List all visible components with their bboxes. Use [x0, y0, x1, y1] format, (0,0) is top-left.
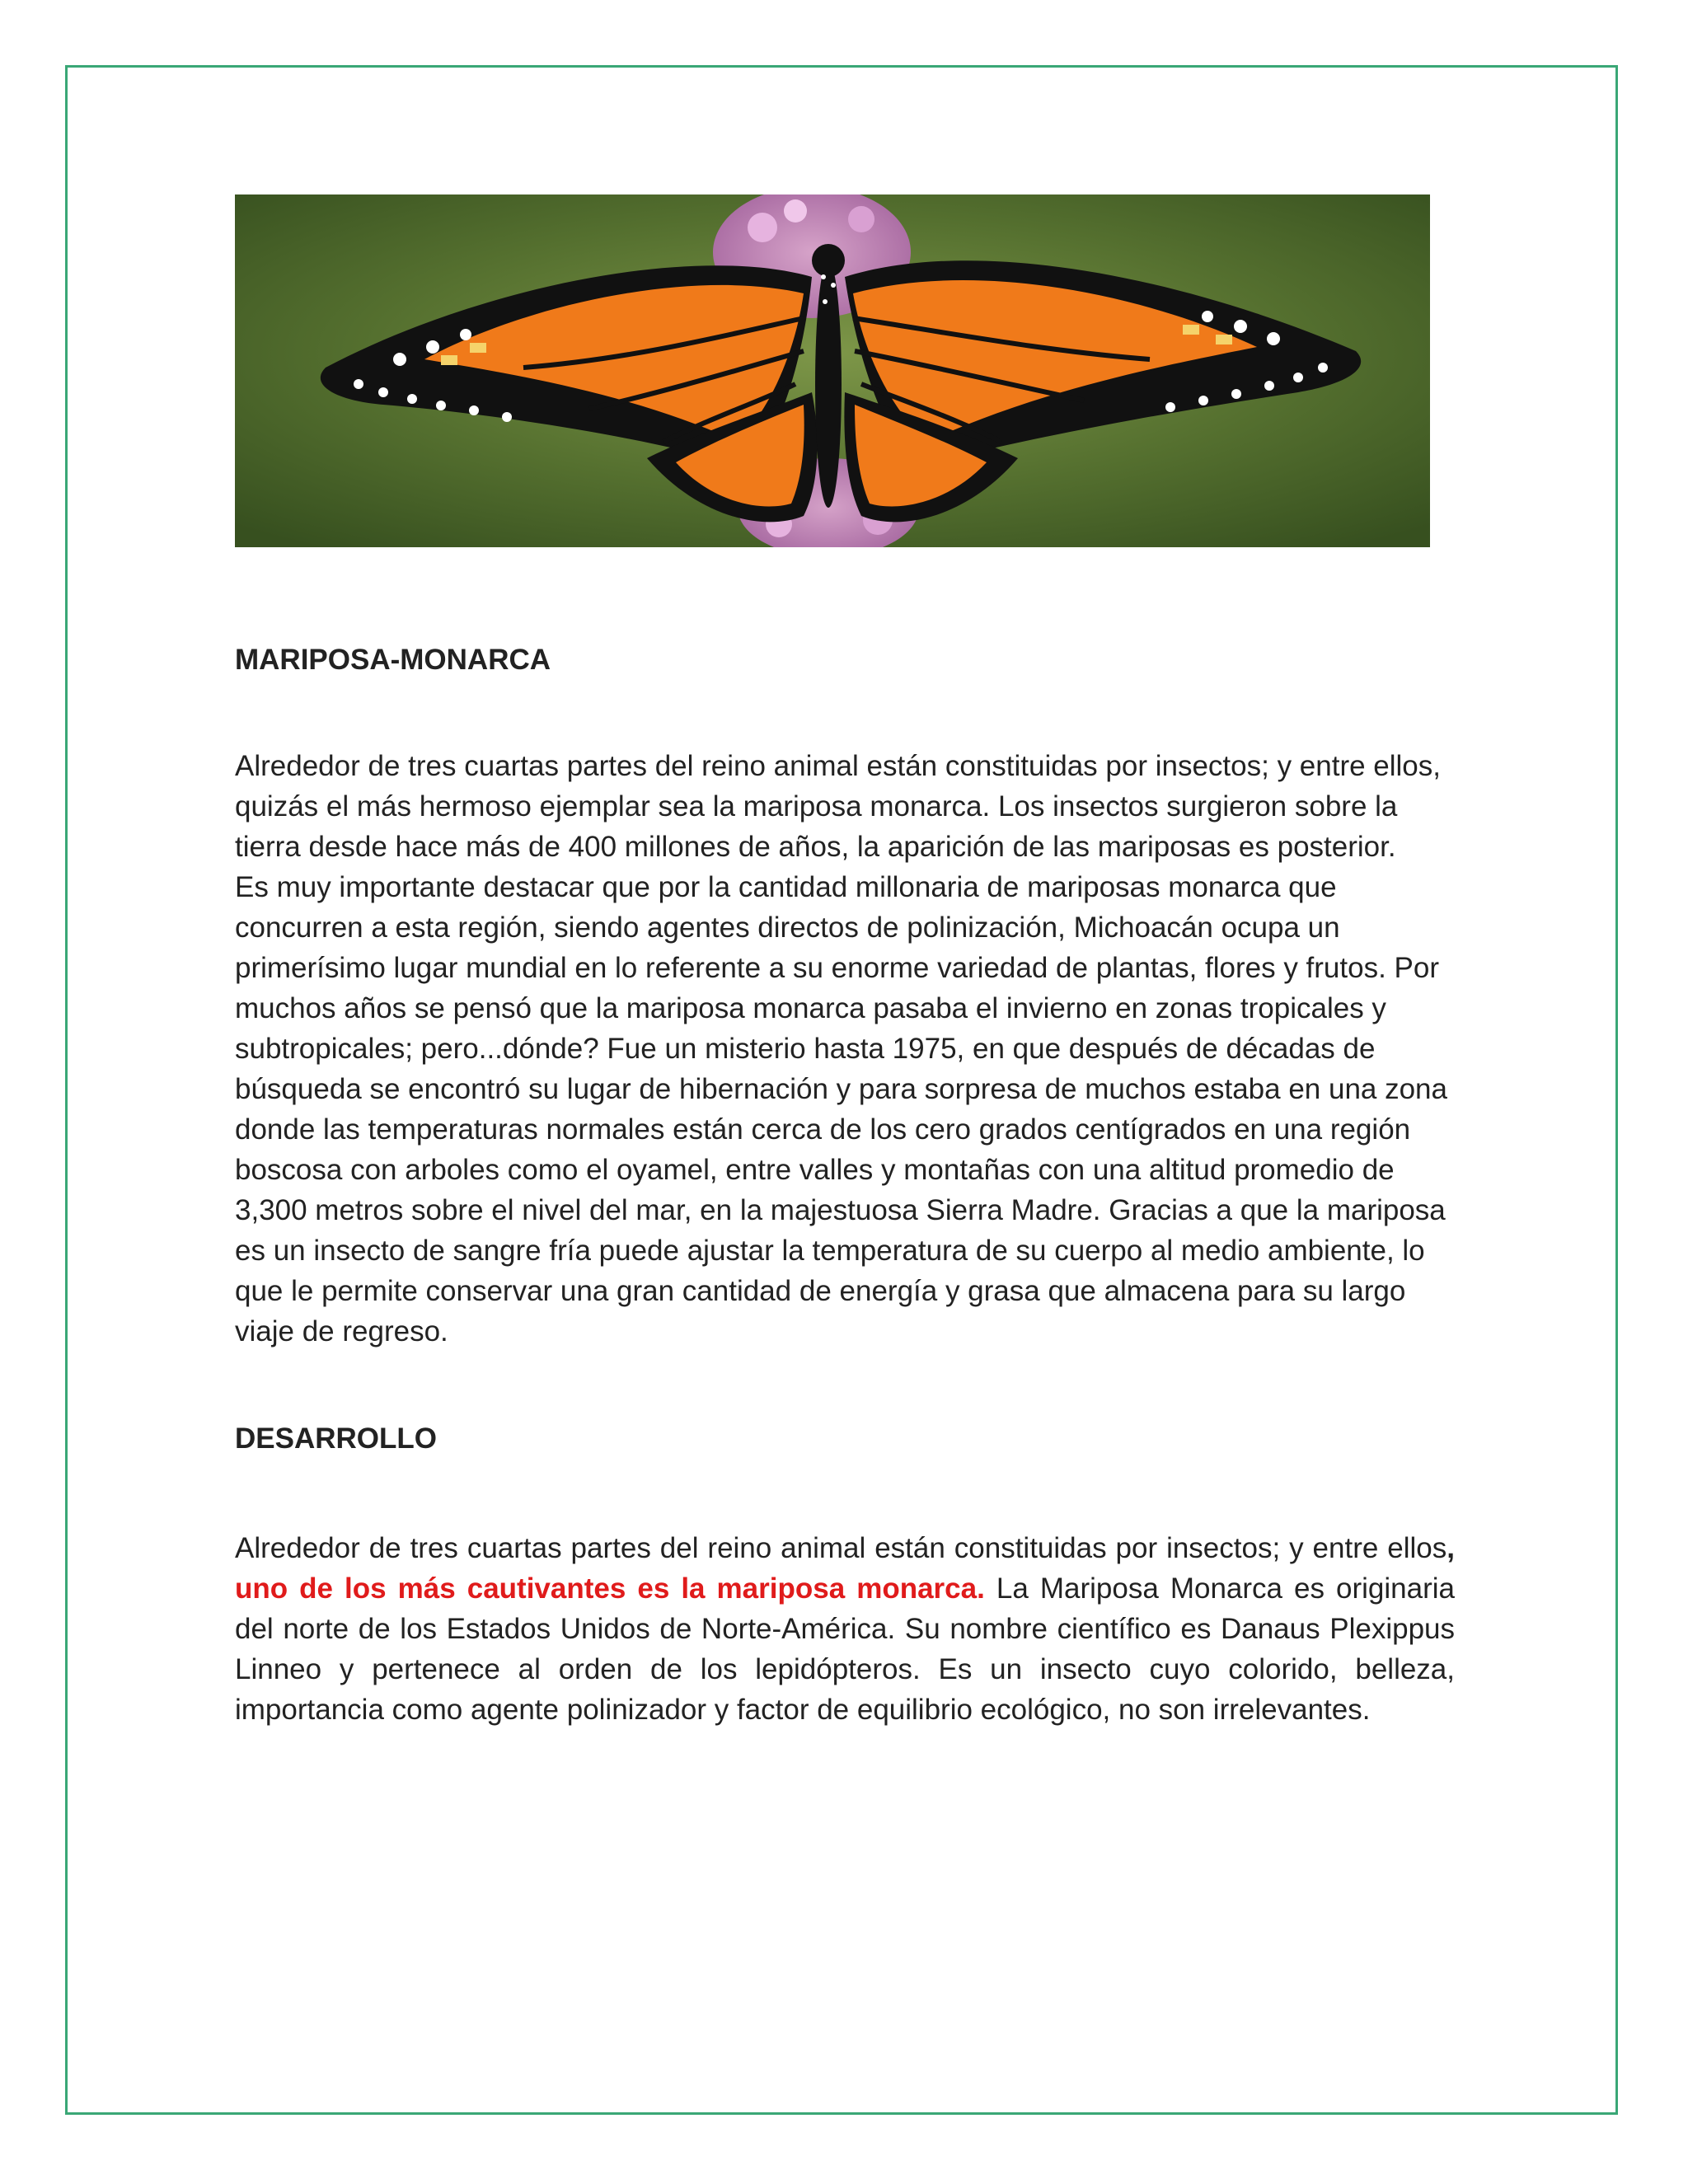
section-title-mariposa-monarca: MARIPOSA-MONARCA: [235, 644, 551, 676]
butterfly-illustration: [235, 194, 1430, 547]
paragraph-hibernation: Es muy importante destacar que por la cantidad millonaria de mariposas monarca que concurren a esta región, siendo agentes directos de polinización, Michoacán ocupa un primerísimo lugar mundial en lo referente a su enorme variedad de plantas, flores y frutos. Por muchos años se pensó que la mariposa monarca pasaba el invierno en zonas tropicales y subtropicales; pero...dónde? Fue un misterio hasta 1975, en que después de décadas de búsqueda se encontró su lugar de hibernación y para sorpresa de muchos estaba en una zona donde las temperaturas normales están cerca de los cero grados centígrados en una región boscosa con arboles como el oyamel, entre valles y montañas con una altitud promedio de 3,300 metros sobre el nivel del mar, en la majestuosa Sierra Madre. Gracias a que la mariposa es un insecto de sangre fría puede ajustar la temperatura de su cuerpo al medio ambiente, lo que le permite conservar una gran cantidad de energía y grasa que almacena para su largo viaje de regreso.: [235, 871, 1447, 1347]
desarrollo-intro: Alrededor de tres cuartas partes del reino animal están constituidas por insectos; y entre ellos: [235, 1532, 1447, 1564]
desarrollo-intro-comma: ,: [1447, 1532, 1455, 1564]
highlighted-text: uno de los más cautivantes es la mariposa monarca.: [235, 1572, 985, 1605]
section-title-desarrollo: DESARROLLO: [235, 1422, 437, 1455]
paragraph-desarrollo: [235, 1528, 1455, 1730]
paragraph-intro: Alrededor de tres cuartas partes del reino animal están constituidas por insectos; y entre ellos, quizás el más hermoso ejemplar sea la mariposa monarca. Los insectos surgieron sobre la tierra desde hace más de 400 millones de años, la aparición de las mariposas es posterior.: [235, 750, 1441, 863]
hero-image: [235, 194, 1430, 547]
document-body: [235, 194, 1455, 1730]
desarrollo-rest: La Mariposa Monarca es originaria del norte de los Estados Unidos de Norte-América. Su nombre científico es Danaus Plexippus Linneo y pertenece al orden de los lepidópteros. Es un insecto cuyo colorido, belleza, importancia como agente polinizador y factor de equilibrio ecológico, no son irrelevantes.: [235, 1572, 1455, 1726]
